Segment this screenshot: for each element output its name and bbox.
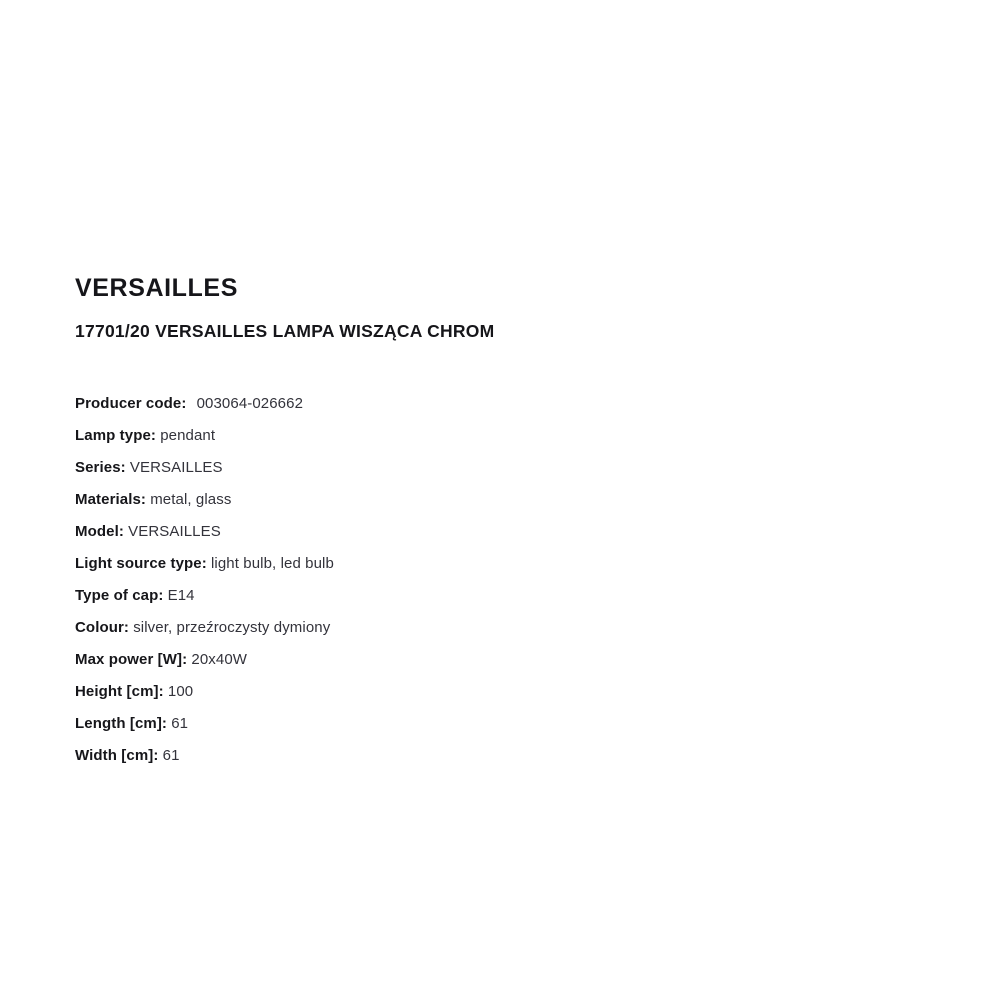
spec-value: 100 [167, 682, 194, 700]
spec-row-width [75, 740, 915, 772]
spec-label: Max power [W]: [75, 650, 188, 668]
page-title: VERSAILLES [75, 274, 238, 302]
spec-label: Light source type: [75, 554, 207, 572]
spec-value: VERSAILLES [129, 458, 223, 476]
spec-row-model [75, 516, 915, 548]
spec-row-colour [75, 612, 915, 644]
spec-value: E14 [167, 586, 195, 604]
spec-label: Type of cap: [75, 586, 164, 604]
spec-value: light bulb, led bulb [210, 554, 334, 572]
spec-value: pendant [160, 426, 216, 444]
spec-value: 61 [162, 746, 180, 764]
spec-value: metal, glass [150, 490, 232, 508]
spec-label: Series: [75, 458, 126, 476]
spec-row-materials [75, 484, 915, 516]
spec-label: Length [cm]: [75, 714, 168, 732]
spec-row-producer-code [75, 388, 915, 420]
spec-value: 003064-026662 [196, 394, 304, 412]
spec-label: Height [cm]: [75, 682, 164, 700]
spec-row-type-of-cap [75, 580, 915, 612]
spec-value: silver, przeźroczysty dymiony [133, 618, 331, 636]
spec-label: Model: [75, 522, 124, 540]
product-info-block [75, 275, 915, 772]
specification-list [75, 388, 915, 772]
spec-row-length [75, 708, 915, 740]
spec-label: Width [cm]: [75, 746, 159, 764]
spec-row-series [75, 452, 915, 484]
spec-label: Colour: [75, 618, 130, 636]
spec-value: VERSAILLES [128, 522, 221, 540]
spec-row-height [75, 676, 915, 708]
spec-label: Lamp type: [75, 426, 157, 444]
spec-value: 20x40W [191, 650, 248, 668]
spec-row-light-source-type [75, 548, 915, 580]
spec-row-lamp-type [75, 420, 915, 452]
spec-label: Producer code: [75, 394, 187, 412]
product-subtitle: 17701/20 VERSAILLES LAMPA WISZĄCA CHROM [75, 320, 495, 341]
spec-value: 61 [171, 714, 189, 732]
spec-row-max-power [75, 644, 915, 676]
spec-label: Materials: [75, 490, 147, 508]
